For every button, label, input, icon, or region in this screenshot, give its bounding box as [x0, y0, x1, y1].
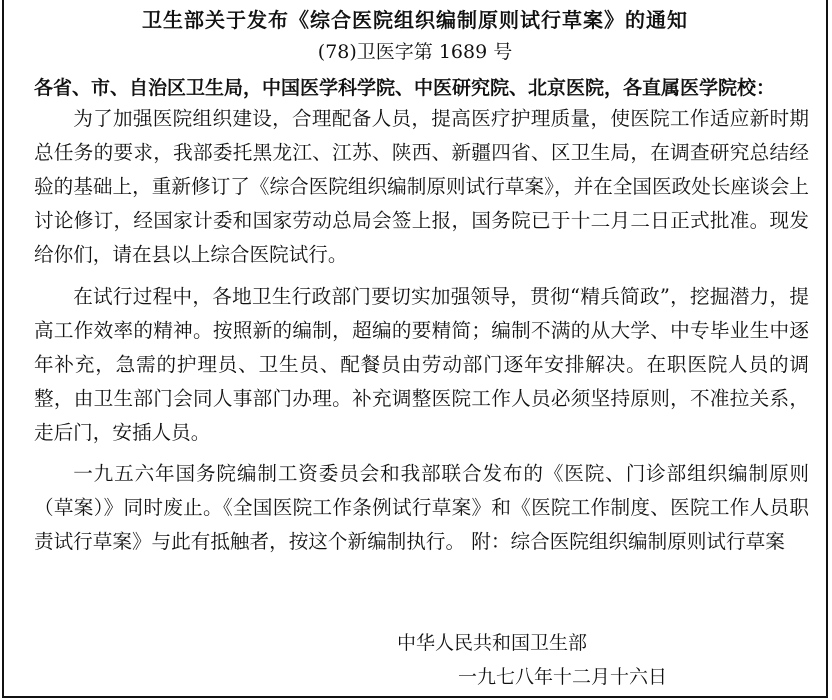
signature-date: 一九七八年十二月十六日: [458, 666, 668, 688]
document-number: (78)卫医字第 1689 号: [317, 41, 513, 63]
addressee-line: 各省、市、自治区卫生局，中国医学科学院、中医研究院、北京医院，各直属医学院校：: [34, 77, 776, 99]
signature-organization: 中华人民共和国卫生部: [397, 632, 588, 654]
body-paragraph-1: 为了加强医院组织建设，合理配备人员，提高医疗护理质量，使医院工作适应新时期总任务的要求，我部委托黑龙江、江苏、陕西、新疆四省、区卫生局，在调查研究总结经验的基础上，重新修订了《综合医院组织编制原则试行草案》，并在全国医政处长座谈会上讨论修订，经国家计委和国家劳动总局会签上报，国务院已于十二月二日正式批准。现发给你们，请在县以上综合医院试行。: [34, 107, 809, 266]
body-paragraph-3: 一九五六年国务院编制工资委员会和我部联合发布的《医院、门诊部组织编制原则（草案）》同时废止。《全国医院工作条例试行草案》和《医院工作制度、医院工作人员职责试行草案》与此有抵触者，按这个新编制执行。 附：综合医院组织编制原则试行草案: [34, 462, 809, 553]
document-page: [2, 0, 828, 698]
document-title: 卫生部关于发布《综合医院组织编制原则试行草案》的通知: [142, 8, 688, 32]
body-paragraph-2: 在试行过程中，各地卫生行政部门要切实加强领导，贯彻“精兵简政”，挖掘潜力，提高工作效率的精神。按照新的编制，超编的要精简；编制不满的从大学、中专毕业生中逐年补充，急需的护理员、卫生员、配餐员由劳动部门逐年安排解决。在职医院人员的调整，由卫生部门会同人事部门办理。补充调整医院工作人员必须坚持原则，不准拉关系，走后门，安插人员。: [34, 285, 809, 444]
